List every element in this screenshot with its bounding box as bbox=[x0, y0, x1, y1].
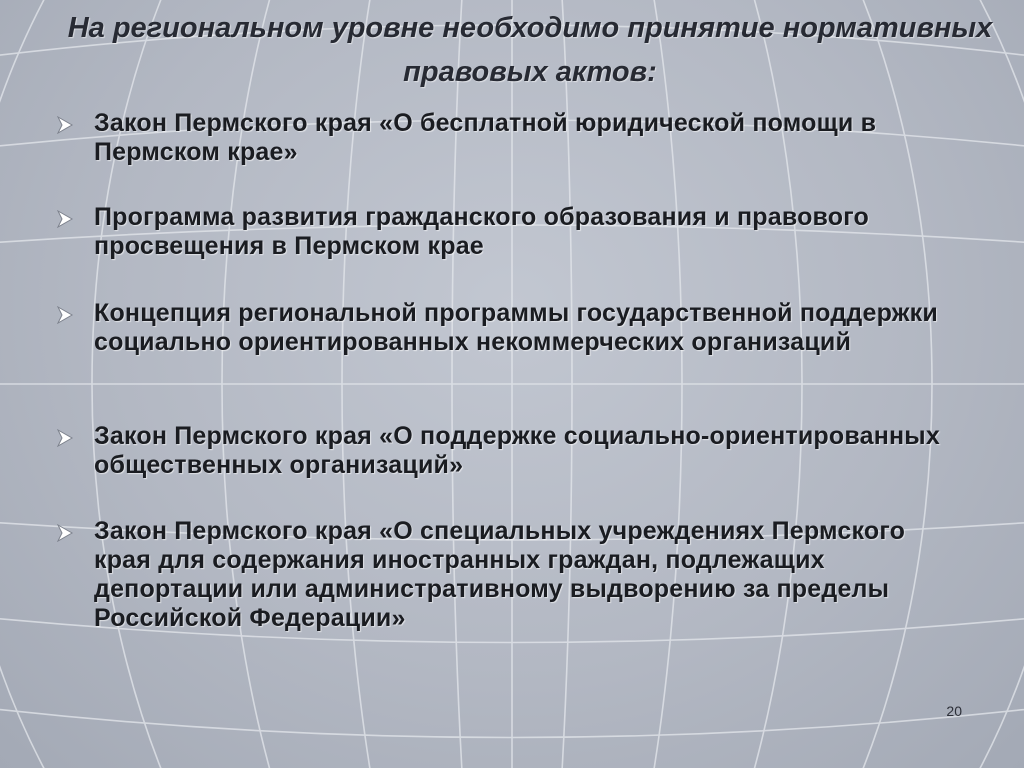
list-item bbox=[56, 109, 956, 167]
chevron-arrow-right-icon bbox=[56, 116, 74, 134]
chevron-arrow-right-icon bbox=[56, 306, 74, 324]
list-item-text: Закон Пермского края «О специальных учреждениях Пермского края для содержания иностранных граждан, подлежащих депортации или административному выдворению за пределы Российской Федерации» bbox=[94, 517, 906, 632]
list-item bbox=[56, 203, 956, 261]
list-item-text: Концепция региональной программы государственной поддержки социально ориентированных некоммерческих организаций bbox=[94, 299, 938, 356]
list-item-text: Закон Пермского края «О поддержке социально-ориентированных общественных организаций» bbox=[94, 422, 940, 479]
slide-title: На региональном уровне необходимо принятие нормативных правовых актов: bbox=[67, 12, 993, 88]
list-item-text: Программа развития гражданского образования и правового просвещения в Пермском крае bbox=[94, 203, 870, 260]
chevron-arrow-right-icon bbox=[56, 429, 74, 447]
chevron-arrow-right-icon bbox=[56, 210, 74, 228]
list-item bbox=[56, 299, 956, 357]
list-item bbox=[56, 517, 956, 633]
list-item bbox=[56, 422, 956, 480]
page-number: 20 bbox=[946, 703, 962, 719]
chevron-arrow-right-icon bbox=[56, 524, 74, 542]
list-item-text: Закон Пермского края «О бесплатной юридической помощи в Пермском крае» bbox=[94, 109, 877, 166]
